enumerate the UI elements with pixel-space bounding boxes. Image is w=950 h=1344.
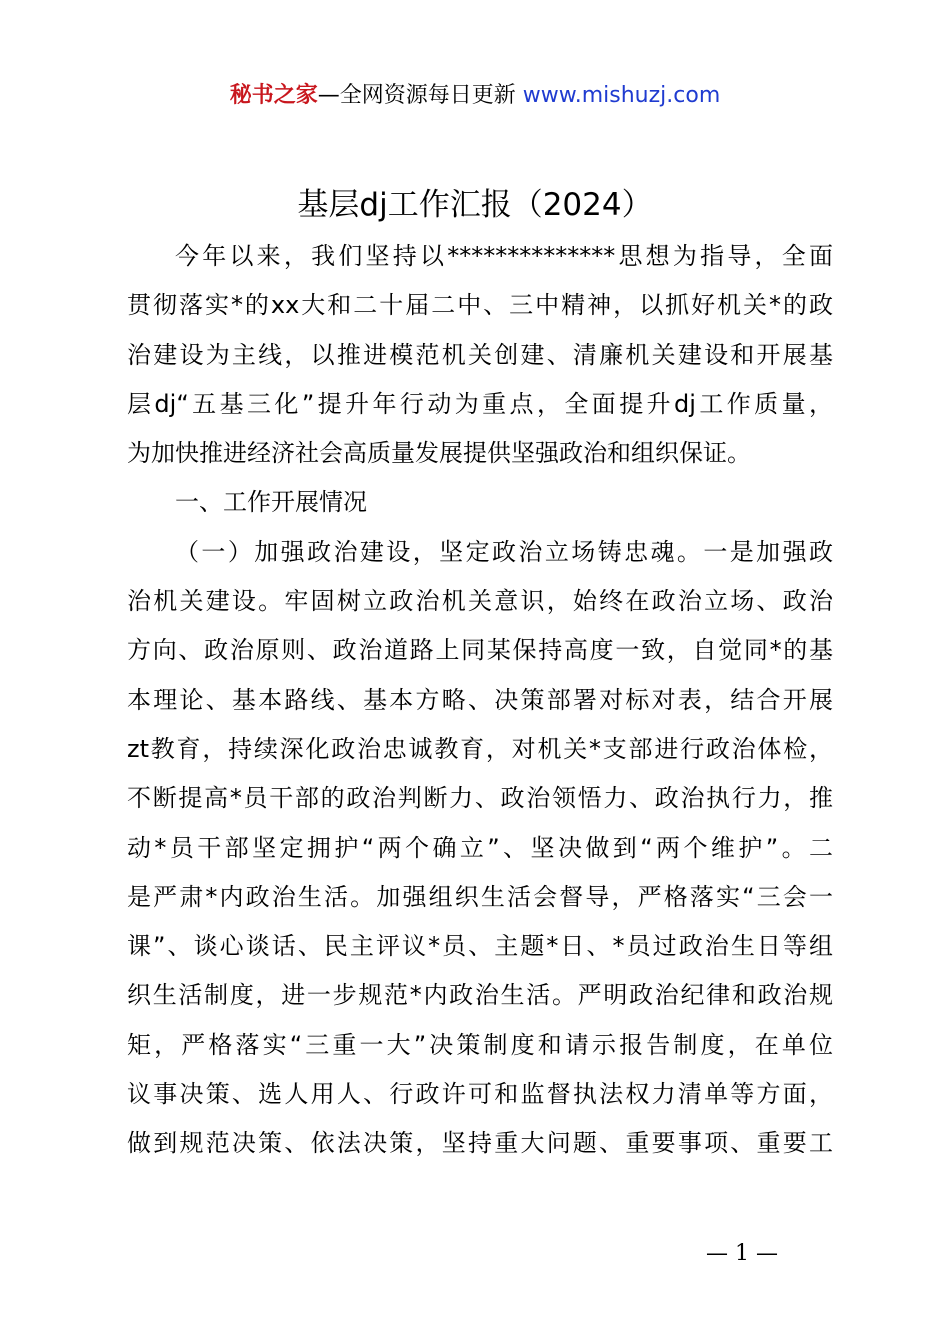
paragraph-line: 矩，严格落实“三重一大”决策制度和请示报告制度，在单位: [127, 1030, 833, 1059]
paragraph-line: 做到规范决策、依法决策，坚持重大问题、重要事项、重要工: [127, 1129, 833, 1158]
paragraph-line: 为加快推进经济社会高质量发展提供坚强政治和组织保证。: [127, 439, 751, 468]
paragraph-line: 治机关建设。牢固树立政治机关意识，始终在政治立场、政治: [127, 587, 833, 616]
page-number: — 1 —: [706, 1241, 778, 1266]
paragraph-line: 议事决策、选人用人、行政许可和监督执法权力清单等方面，: [127, 1080, 833, 1109]
site-url-link[interactable]: www.mishuzj.com: [522, 83, 721, 108]
paragraph-line: 方向、政治原则、政治道路上同某保持高度一致，自觉同*的基: [127, 636, 833, 665]
paragraph-line: 课”、谈心谈话、民主评议*员、主题*日、*员过政治生日等组: [127, 932, 833, 961]
paragraph-line: 织生活制度，进一步规范*内政治生活。严明政治纪律和政治规: [127, 981, 833, 1010]
paragraph-line: 层dj“五基三化”提升年行动为重点，全面提升dj工作质量，: [127, 389, 833, 418]
section-heading: 一、工作开展情况: [175, 488, 367, 517]
paragraph-line: 动*员干部坚定拥护“两个确立”、坚决做到“两个维护”。二: [127, 833, 833, 862]
paragraph-line: （一）加强政治建设，坚定政治立场铸忠魂。一是加强政: [175, 537, 833, 566]
paragraph-line: 本理论、基本路线、基本方略、决策部署对标对表，结合开展: [127, 685, 833, 714]
site-tagline: —全网资源每日更新: [317, 83, 523, 108]
paragraph-line: 今年以来，我们坚持以**************思想为指导，全面: [175, 242, 833, 270]
document-title: 基层dj工作汇报（2024）: [297, 187, 653, 223]
paragraph-line: 贯彻落实*的xx大和二十届二中、三中精神，以抓好机关*的政: [127, 291, 833, 320]
site-brand: 秘书之家: [229, 83, 318, 108]
paragraph-line: 是严肃*内政治生活。加强组织生活会督导，严格落实“三会一: [127, 882, 833, 911]
site-header: [0, 80, 950, 112]
paragraph-line: zt教育，持续深化政治忠诚教育，对机关*支部进行政治体检，: [127, 734, 833, 763]
paragraph-line: 不断提高*员干部的政治判断力、政治领悟力、政治执行力，推: [127, 784, 833, 813]
paragraph-line: 治建设为主线，以推进模范机关创建、清廉机关建设和开展基: [127, 340, 833, 369]
document-body: [127, 232, 833, 1169]
